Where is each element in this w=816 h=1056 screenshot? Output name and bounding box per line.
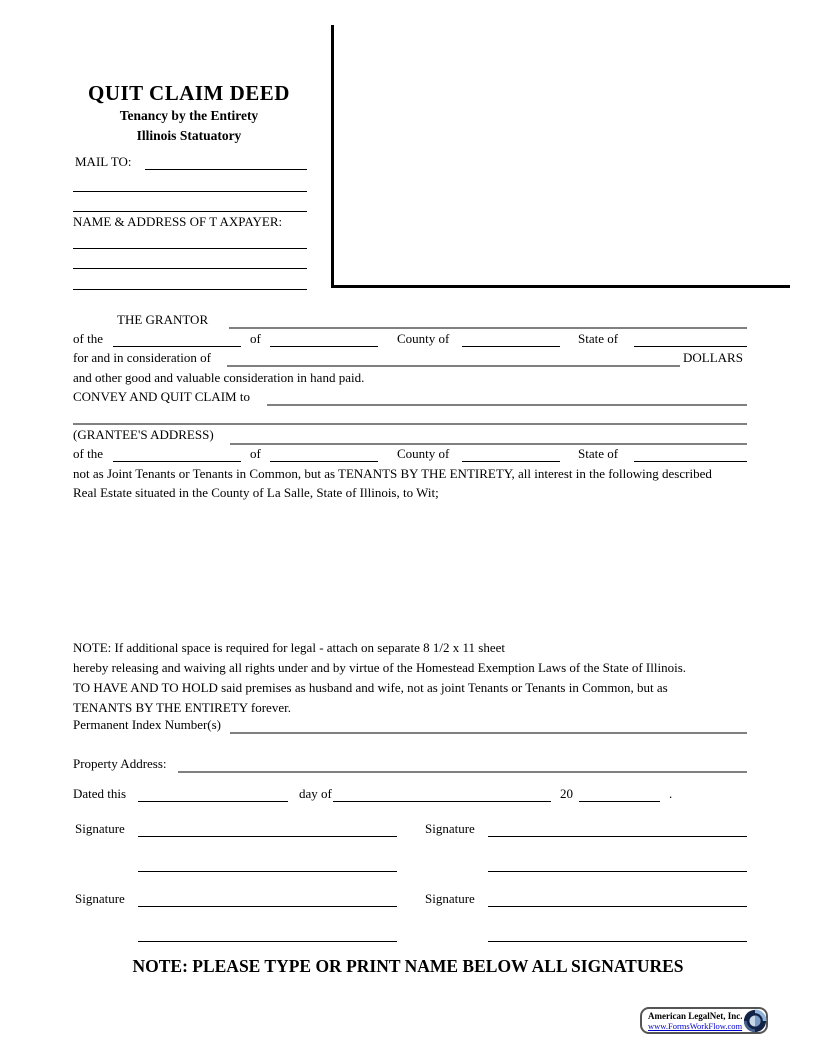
signature-line-4[interactable]: [488, 906, 747, 907]
grantee-state-of-label: State of: [578, 446, 619, 461]
grantee-of-label: of: [250, 446, 261, 461]
grantee-name-line[interactable]: [267, 404, 747, 406]
form-subtitle-tenancy: Tenancy by the Entirety: [119, 108, 259, 123]
signature-line-3[interactable]: [138, 906, 397, 907]
grantee-address-label: (GRANTEE'S ADDRESS): [73, 427, 214, 442]
printed-name-line-2[interactable]: [488, 871, 747, 872]
grantor-name-line[interactable]: [229, 327, 747, 329]
to-have-and-hold-text: TO HAVE AND TO HOLD said premises as husband and wife, not as joint Tenants or Tenants in Common, but as: [73, 680, 668, 695]
grantor-municipality-line[interactable]: [270, 346, 378, 347]
other-consideration-text: and other good and valuable consideration in hand paid.: [73, 370, 365, 385]
the-grantor-label: THE GRANTOR: [117, 312, 209, 327]
grantor-city-line[interactable]: [113, 346, 241, 347]
consideration-label: for and in consideration of: [73, 350, 211, 365]
entirety-forever-text: TENANTS BY THE ENTIRETY forever.: [73, 700, 291, 715]
dated-period: .: [669, 786, 673, 801]
grantor-county-of-label: County of: [397, 331, 450, 346]
grantor-of-label: of: [250, 331, 261, 346]
dated-month-line[interactable]: [333, 801, 551, 802]
year-prefix-label: 20: [560, 786, 573, 801]
consideration-amount-line[interactable]: [227, 365, 680, 367]
dated-year-line[interactable]: [579, 801, 660, 802]
signature-label-3: Signature: [75, 891, 125, 906]
taxpayer-label: NAME & ADDRESS OF T AXPAYER:: [73, 214, 283, 229]
taxpayer-line-1[interactable]: [73, 248, 307, 249]
situated-clause-text: Real Estate situated in the County of La Salle, State of Illinois, to Wit;: [73, 485, 439, 500]
printed-name-line-4[interactable]: [488, 941, 747, 942]
grantor-state-of-label: State of: [578, 331, 619, 346]
printed-name-line-1[interactable]: [138, 871, 397, 872]
property-address-label: Property Address:: [73, 756, 167, 771]
american-legalnet-badge: [640, 1007, 768, 1034]
form-title: QUIT CLAIM DEED: [88, 81, 290, 105]
permanent-index-line[interactable]: [230, 732, 747, 734]
recorder-stamp-box: [331, 25, 790, 288]
grantee-municipality-line[interactable]: [270, 461, 378, 462]
signature-line-2[interactable]: [488, 836, 747, 837]
grantee-county-line[interactable]: [462, 461, 560, 462]
convey-label: CONVEY AND QUIT CLAIM to: [73, 389, 250, 404]
brand-name: American LegalNet, Inc.: [648, 1010, 743, 1021]
permanent-index-label: Permanent Index Number(s): [73, 717, 222, 732]
mail-to-line-3[interactable]: [73, 211, 307, 212]
grantor-county-line[interactable]: [462, 346, 560, 347]
grantor-of-the-label: of the: [73, 331, 103, 346]
mail-to-label: MAIL TO:: [75, 154, 132, 169]
grantee-state-line[interactable]: [634, 461, 747, 462]
mail-to-line-1[interactable]: [145, 169, 307, 170]
grantee-city-line[interactable]: [113, 461, 241, 462]
grantor-state-line[interactable]: [634, 346, 747, 347]
day-of-label: day of: [299, 786, 332, 801]
tenancy-clause-text: not as Joint Tenants or Tenants in Common, but as TENANTS BY THE ENTIRETY, all interest in the following described: [73, 466, 712, 481]
printed-name-line-3[interactable]: [138, 941, 397, 942]
taxpayer-line-2[interactable]: [73, 268, 307, 269]
grantee-address-line[interactable]: [230, 443, 747, 445]
note-additional-space-text: NOTE: If additional space is required for legal - attach on separate 8 1/2 x 11 sheet: [73, 640, 505, 655]
dated-day-line[interactable]: [138, 801, 288, 802]
dated-this-label: Dated this: [73, 786, 127, 801]
legalnet-globe-icon: [743, 1009, 767, 1033]
taxpayer-line-3[interactable]: [73, 289, 307, 290]
dollars-label: DOLLARS: [683, 350, 743, 365]
grantee-county-of-label: County of: [397, 446, 450, 461]
grantee-name-line-2[interactable]: [73, 423, 747, 425]
brand-url-link[interactable]: www.FormsWorkFlow.com: [648, 1020, 743, 1031]
grantee-of-the-label: of the: [73, 446, 103, 461]
form-subtitle-statutory: Illinois Statuatory: [136, 128, 242, 143]
property-address-line[interactable]: [178, 771, 747, 773]
signature-label-1: Signature: [75, 821, 125, 836]
form-title-block: [73, 80, 305, 146]
signature-label-2: Signature: [425, 821, 475, 836]
print-name-note: NOTE: PLEASE TYPE OR PRINT NAME BELOW ALL SIGNATURES: [132, 956, 684, 976]
signature-line-1[interactable]: [138, 836, 397, 837]
mail-to-line-2[interactable]: [73, 191, 307, 192]
homestead-clause-text: hereby releasing and waiving all rights under and by virtue of the Homestead Exemption Laws of the State of Illinois.: [73, 660, 687, 675]
signature-label-4: Signature: [425, 891, 475, 906]
